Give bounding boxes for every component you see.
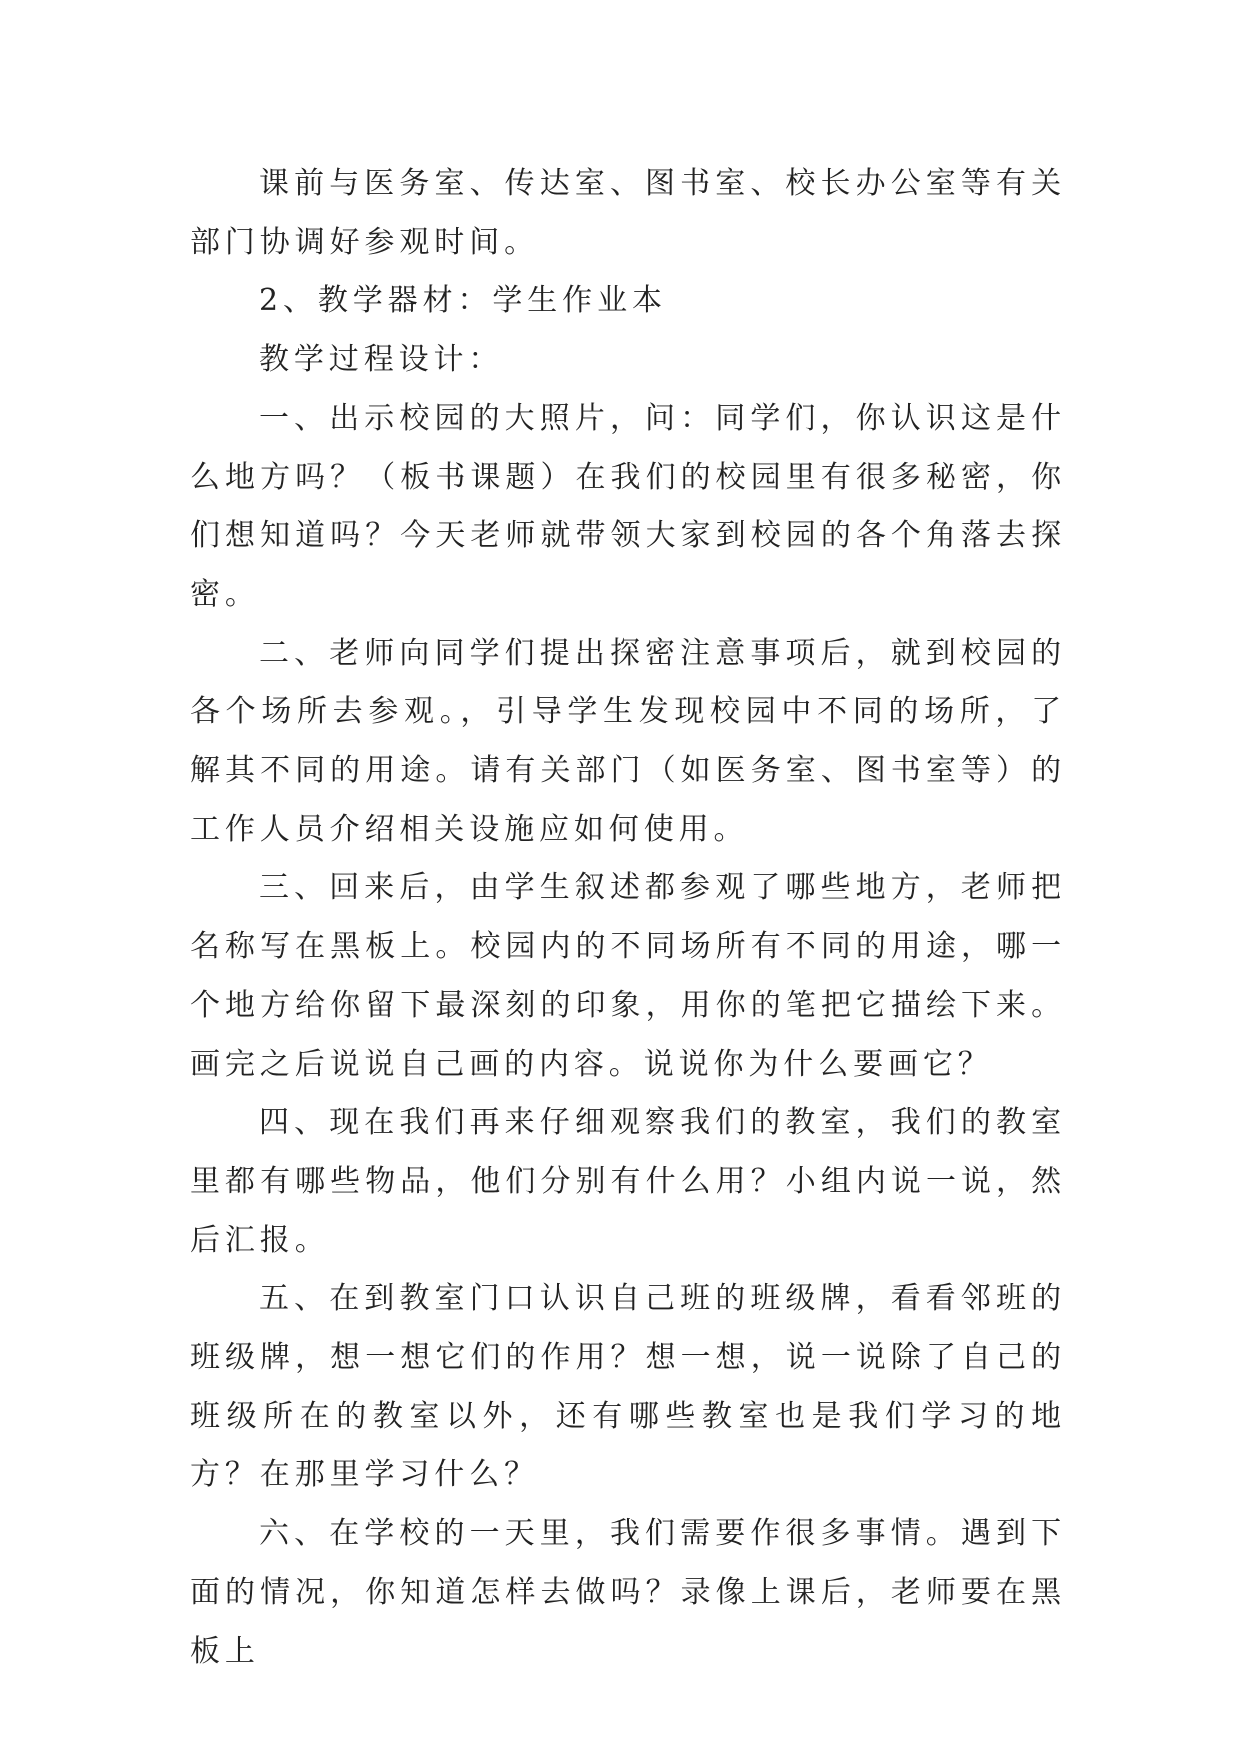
paragraph-process-heading: 教学过程设计： [259, 342, 504, 378]
document-body [190, 155, 1066, 1681]
paragraph-step-4: 四、现在我们再来仔细观察我们的教室，我们的教室里都有哪些物品，他们分别有什么用？小组内说一说，然后汇报。 [190, 1105, 1066, 1258]
paragraph-materials: 2、教学器材：学生作业本 [259, 283, 667, 319]
paragraph-step-6: 六、在学校的一天里，我们需要作很多事情。遇到下面的情况，你知道怎样去做吗？录像上课后，老师要在黑板上 [190, 1516, 1066, 1669]
paragraph-preparation: 课前与医务室、传达室、图书室、校长办公室等有关部门协调好参观时间。 [190, 166, 1066, 260]
paragraph-step-1: 一、出示校园的大照片，问：同学们，你认识这是什么地方吗？（板书课题）在我们的校园里有很多秘密，你们想知道吗？今天老师就带领大家到校园的各个角落去探密。 [190, 400, 1066, 612]
paragraph-step-3: 三、回来后，由学生叙述都参观了哪些地方，老师把名称写在黑板上。校园内的不同场所有不同的用途，哪一个地方给你留下最深刻的印象，用你的笔把它描绘下来。画完之后说说自己画的内容。说说你为什么要画它？ [190, 870, 1066, 1082]
paragraph-step-2: 二、老师向同学们提出探密注意事项后，就到校园的各个场所去参观。，引导学生发现校园中不同的场所，了解其不同的用途。请有关部门（如医务室、图书室等）的工作人员介绍相关设施应如何使用。 [190, 635, 1066, 847]
paragraph-step-5: 五、在到教室门口认识自己班的班级牌，看看邻班的班级牌，想一想它们的作用？想一想，说一说除了自己的班级所在的教室以外，还有哪些教室也是我们学习的地方？在那里学习什么？ [190, 1281, 1066, 1493]
